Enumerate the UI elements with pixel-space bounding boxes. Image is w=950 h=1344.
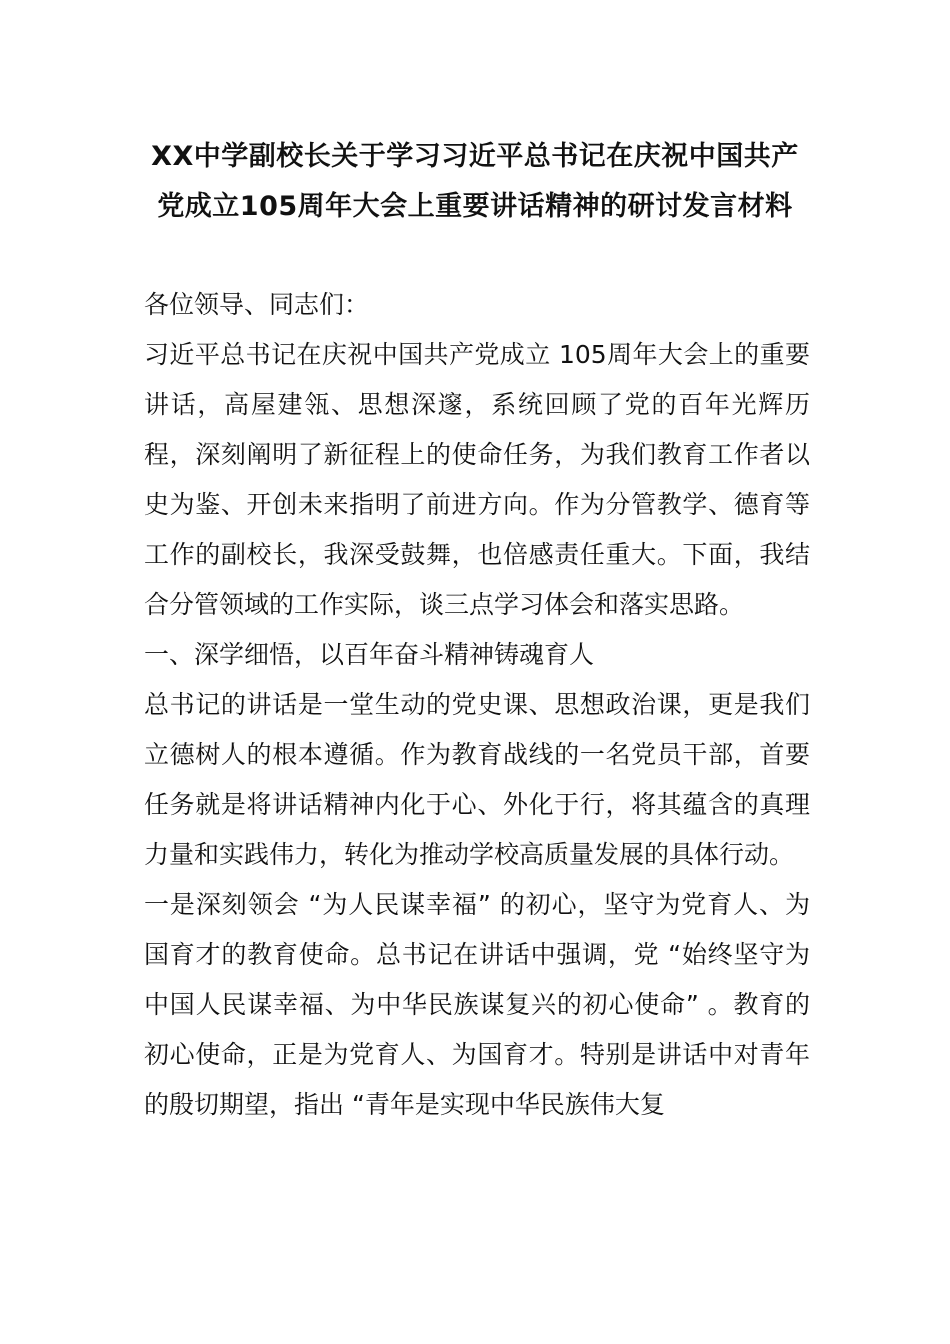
paragraph-intro: 习近平总书记在庆祝中国共产党成立 105周年大会上的重要讲话，高屋建瓴、思想深邃，系统回顾了党的百年光辉历程，深刻阐明了新征程上的使命任务，为我们教育工作者以史为鉴、开创未来指明了前进方向。作为分管教学、德育等工作的副校长，我深受鼓舞，也倍感责任重大。下面，我结合分管领域的工作实际，谈三点学习体会和落实思路。: [144, 340, 810, 619]
paragraph-section-1: 总书记的讲话是一堂生动的党史课、思想政治课，更是我们立德树人的根本遵循。作为教育战线的一名党员干部，首要任务就是将讲话精神内化于心、外化于行，将其蕴含的真理力量和实践伟力，转化为推动学校高质量发展的具体行动。: [144, 690, 810, 869]
document-body: [144, 280, 810, 1130]
document-title: XX中学副校长关于学习习近平总书记在庆祝中国共产党成立105周年大会上重要讲话精神的研讨发言材料: [151, 141, 799, 222]
paragraph-point-1: 一是深刻领会 “为人民谋幸福” 的初心，坚守为党育人、为国育才的教育使命。总书记在讲话中强调，党 “始终坚守为中国人民谋幸福、为中华民族谋复兴的初心使命” 。教育的初心使命，正是为党育人、为国育才。特别是讲话中对青年的殷切期望，指出 “青年是实现中华民族伟大复: [144, 890, 810, 1119]
salutation: 各位领导、同志们：: [144, 290, 370, 319]
section-heading-1: 一、深学细悟，以百年奋斗精神铸魂育人: [144, 640, 595, 669]
